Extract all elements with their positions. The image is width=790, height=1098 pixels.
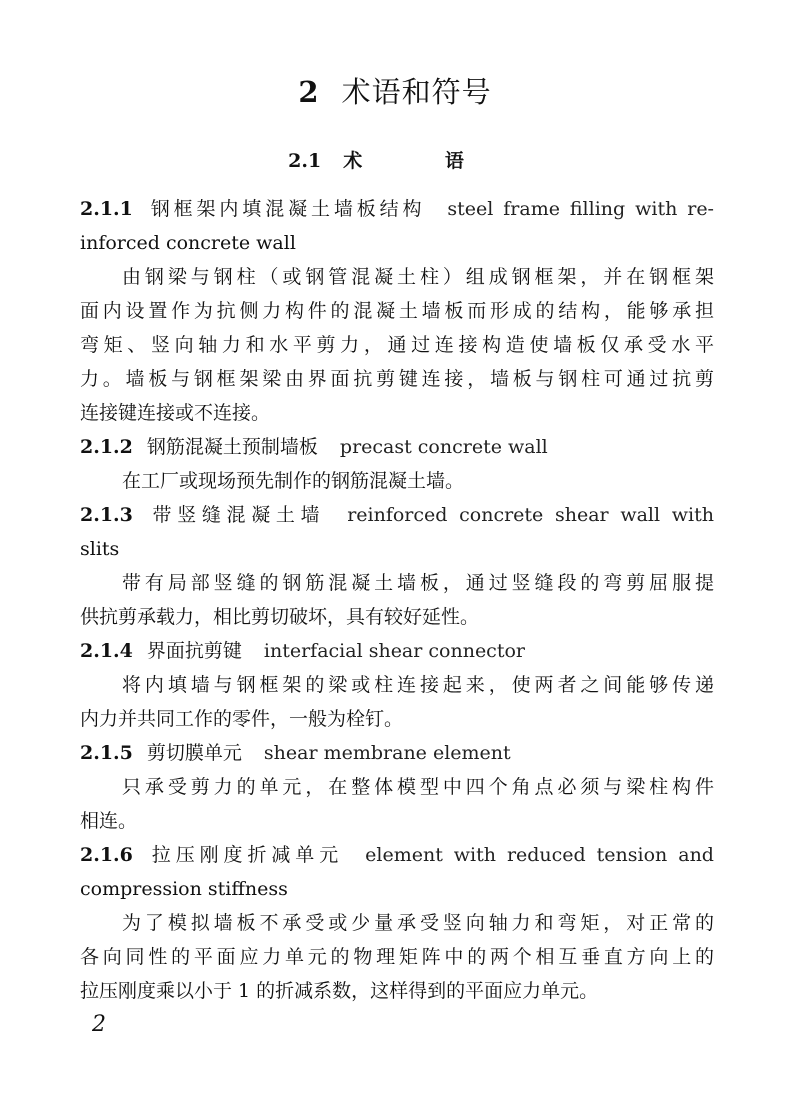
term-definition-line: 在工厂或现场预先制作的钢筋混凝土墙。	[122, 470, 465, 492]
term-english-name: interfacial shear connector	[263, 640, 525, 662]
terms-content	[80, 192, 714, 1008]
term-definition-line: 相连。	[80, 810, 138, 832]
term-number: 2.1.3	[80, 504, 133, 526]
term-heading	[80, 430, 714, 464]
chapter-number: 2	[298, 75, 320, 109]
term-heading	[80, 192, 714, 226]
term-definition-line: 将内填墙与钢框架的梁或柱连接起来，使两者之间能够传递	[122, 674, 714, 696]
term-definition-line: 内力并共同工作的零件，一般为栓钉。	[80, 708, 404, 730]
term-english-continuation: inforced concrete wall	[80, 232, 296, 254]
term-definition-line: 为了模拟墙板不承受或少量承受竖向轴力和弯矩，对正常的	[122, 912, 714, 934]
term-english-name: shear membrane element	[263, 742, 511, 764]
term-chinese-name: 钢框架内填混凝土墙板结构	[146, 198, 426, 220]
term-english-name: precast concrete wall	[339, 436, 548, 458]
term-definition-line: 带有局部竖缝的钢筋混凝土墙板，通过竖缝段的弯剪屈服提	[122, 572, 714, 594]
section-number: 2.1	[288, 150, 322, 172]
term-chinese-name: 带竖缝混凝土墙	[146, 504, 326, 526]
term-english-continuation: slits	[80, 538, 120, 560]
term-definition-line: 供抗剪承载力，相比剪切破坏，具有较好延性。	[80, 606, 480, 628]
term-definition-line: 面内设置作为抗侧力构件的混凝土墙板而形成的结构，能够承担	[80, 300, 714, 322]
term-definition-line: 由钢梁与钢柱（或钢管混凝土柱）组成钢框架，并在钢框架	[122, 266, 714, 288]
term-chinese-name: 剪切膜单元	[146, 742, 242, 764]
term-definition-line: 拉压刚度乘以小于 1 的折减系数，这样得到的平面应力单元。	[80, 980, 599, 1002]
term-heading	[80, 736, 714, 770]
term-chinese-name: 钢筋混凝土预制墙板	[146, 436, 318, 458]
term-number: 2.1.2	[80, 436, 133, 458]
term-definition-line: 只承受剪力的单元，在整体模型中四个角点必须与梁柱构件	[122, 776, 714, 798]
term-english-name: reinforced concrete shear wall with	[347, 504, 714, 526]
term-definition-line: 弯矩、竖向轴力和水平剪力，通过连接构造使墙板仅承受水平	[80, 334, 714, 356]
term-definition-line: 各向同性的平面应力单元的物理矩阵中的两个相互垂直方向上的	[80, 946, 714, 968]
term-english-name: element with reduced tension and	[365, 844, 714, 866]
section-name: 术 语	[343, 150, 502, 172]
term-number: 2.1.6	[80, 844, 133, 866]
term-english-continuation: compression stiffness	[80, 878, 288, 900]
chapter-title	[0, 70, 790, 111]
page-number: 2	[92, 1012, 106, 1037]
section-title	[0, 146, 790, 173]
term-number: 2.1.1	[80, 198, 133, 220]
chapter-name: 术语和符号	[341, 75, 492, 109]
term-number: 2.1.4	[80, 640, 133, 662]
term-heading	[80, 634, 714, 668]
term-definition-line: 力。墙板与钢框架梁由界面抗剪键连接，墙板与钢柱可通过抗剪	[80, 368, 714, 390]
term-heading	[80, 498, 714, 532]
term-english-name: steel frame filling with re-	[447, 198, 714, 220]
term-chinese-name: 界面抗剪键	[146, 640, 242, 662]
term-definition-line: 连接键连接或不连接。	[80, 402, 271, 424]
term-heading	[80, 838, 714, 872]
term-chinese-name: 拉压刚度折减单元	[146, 844, 344, 866]
term-number: 2.1.5	[80, 742, 133, 764]
